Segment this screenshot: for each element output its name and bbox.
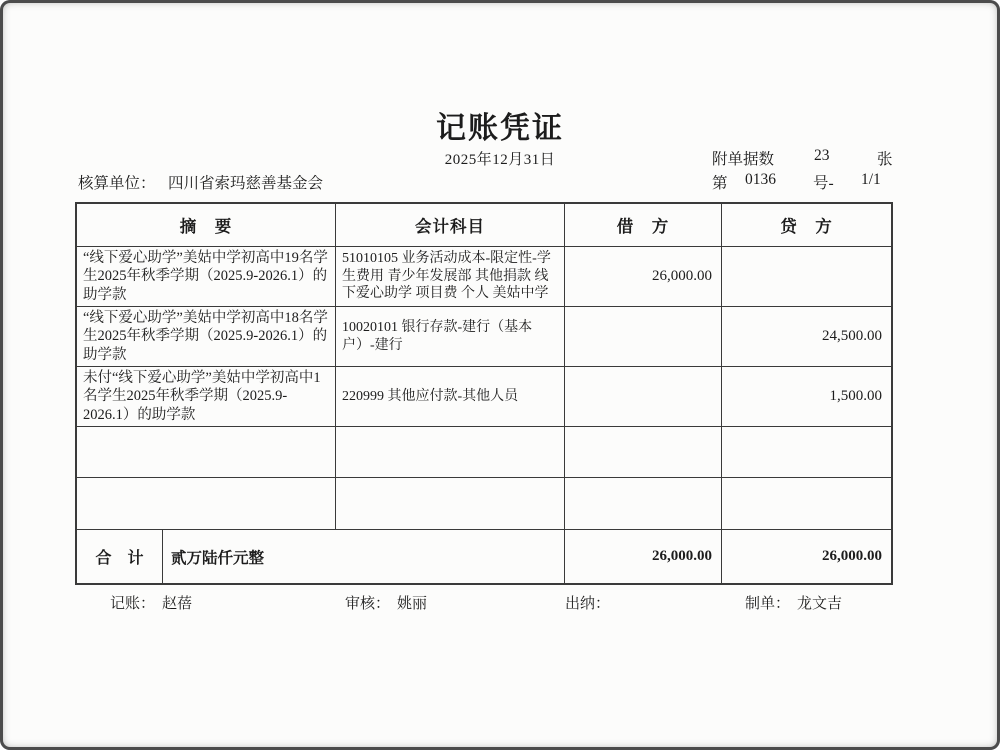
summary-text: 未付“线下爱心助学”美姑中学初高中1名学生2025年秋季学期（2025.9-2026.1）的助学款 (83, 370, 321, 423)
total-row (77, 530, 891, 583)
table-row-summary (77, 367, 336, 427)
total-debit: 26,000.00 (565, 530, 722, 583)
voucher-number-prefix: 第 (712, 175, 728, 192)
attachments-label: 附单据数 (712, 151, 775, 168)
total-credit: 26,000.00 (822, 548, 882, 564)
table-row-account (336, 367, 565, 427)
table-row-summary (77, 307, 336, 367)
signature-reviewer (345, 592, 427, 613)
column-header-credit: 贷 方 (722, 204, 891, 247)
column-header-summary: 摘 要 (77, 204, 336, 247)
table-row-credit (722, 478, 891, 530)
summary-text: “线下爱心助学”美姑中学初高中19名学生2025年秋季学期（2025.9-2026.1）的助学款 (83, 250, 328, 303)
bookkeeper-name: 赵蓓 (162, 596, 193, 612)
table-row-credit (722, 427, 891, 478)
table-row-credit (722, 247, 891, 307)
account-text: 51010105 业务活动成本-限定性-学生费用 青少年发展部 其他捐款 线下爱心助学 项目费 个人 美姑中学 (342, 251, 551, 302)
attachments-count: 23 (814, 147, 830, 164)
unit-label: 核算单位： (78, 175, 156, 192)
preparer-label: 制单： (745, 596, 791, 612)
signature-bookkeeper (110, 592, 192, 613)
table-row-debit (565, 367, 722, 427)
table-row-account (336, 427, 565, 478)
table-row-debit (565, 427, 722, 478)
table-row-summary (77, 478, 336, 530)
table-row-debit (565, 307, 722, 367)
column-header-account: 会计科目 (336, 204, 565, 247)
signature-cashier (565, 592, 617, 613)
bookkeeper-label: 记账： (110, 596, 156, 612)
signature-preparer (745, 592, 842, 613)
voucher-table (75, 202, 893, 585)
table-row-summary (77, 427, 336, 478)
attachments-unit: 张 (877, 151, 893, 168)
preparer-name: 龙文吉 (797, 596, 843, 612)
unit-name: 四川省索玛慈善基金会 (168, 175, 324, 192)
cashier-label: 出纳： (565, 596, 611, 612)
table-row-account (336, 247, 565, 307)
table-row-account (336, 307, 565, 367)
voucher-date: 2025年12月31日 (444, 152, 556, 168)
reviewer-name: 姚丽 (397, 596, 428, 612)
page-title: 记账凭证 (436, 112, 564, 145)
table-row-summary (77, 247, 336, 307)
account-text: 10020101 银行存款-建行（基本户）-建行 (342, 319, 533, 353)
table-row-credit: 1,500.00 (722, 367, 891, 427)
table-row-debit (565, 478, 722, 530)
reviewer-label: 审核： (345, 596, 391, 612)
voucher-number-suffix: 号- (813, 175, 834, 192)
table-row-debit: 26,000.00 (565, 247, 722, 307)
summary-text: “线下爱心助学”美姑中学初高中18名学生2025年秋季学期（2025.9-2026.1）的助学款 (83, 310, 328, 363)
voucher-page-no: 1/1 (861, 171, 881, 188)
voucher-number: 0136 (745, 171, 776, 188)
account-text: 220999 其他应付款-其他人员 (342, 388, 519, 404)
total-label: 合 计 (77, 530, 163, 583)
table-row-account (336, 478, 565, 530)
column-header-debit: 借 方 (565, 204, 722, 247)
table-row-credit: 24,500.00 (722, 307, 891, 367)
total-amount-in-words: 贰万陆仟元整 (163, 530, 565, 583)
